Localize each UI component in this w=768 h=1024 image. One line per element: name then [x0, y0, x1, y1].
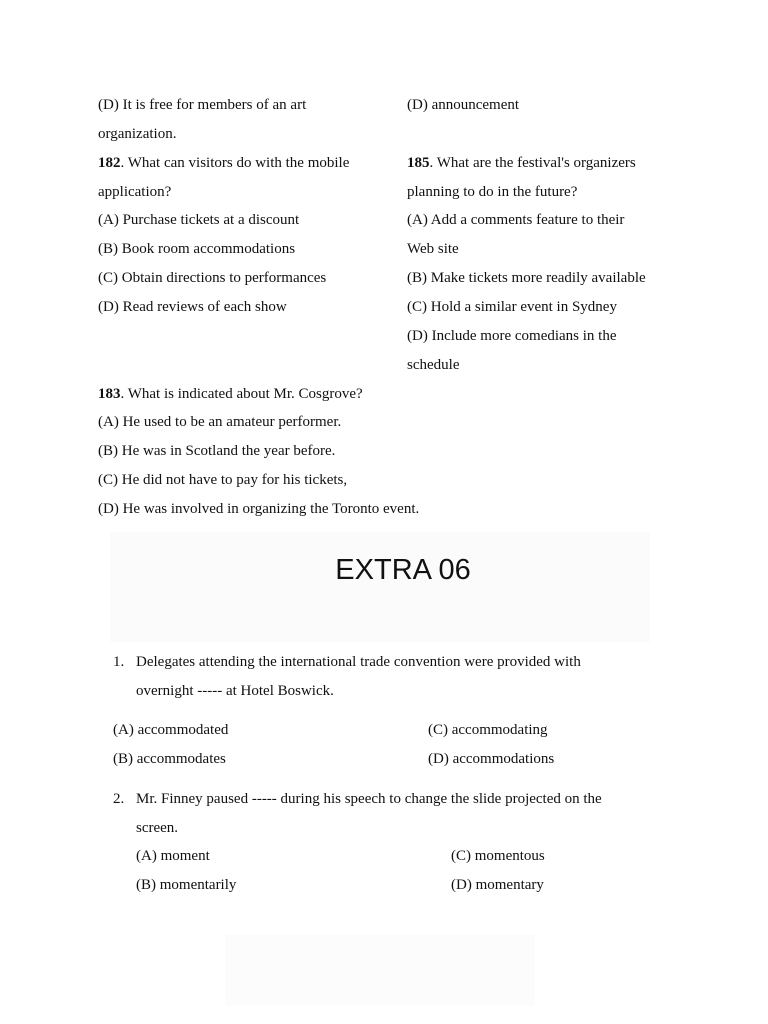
question-185 — [407, 153, 636, 173]
option-d-prev-line1: (D) It is free for members of an art — [98, 97, 307, 113]
question-182-line2: application? — [98, 184, 172, 200]
extra-q1-option-a: (A) accommodated — [113, 722, 229, 738]
q183-option-d: (D) He was involved in organizing the Toronto event. — [98, 501, 420, 517]
extra-q1-number: 1. — [113, 654, 125, 670]
question-number: 185 — [407, 155, 430, 171]
extra-q2-line2: screen. — [136, 820, 179, 836]
q182-option-b: (B) Book room accommodations — [98, 241, 296, 257]
q182-option-d: (D) Read reviews of each show — [98, 299, 287, 315]
q183-option-c: (C) He did not have to pay for his tickets, — [98, 472, 348, 488]
extra-q2-option-c: (C) momentous — [451, 848, 545, 864]
q182-option-a: (A) Purchase tickets at a discount — [98, 212, 300, 228]
extra-q2-option-b: (B) momentarily — [136, 877, 237, 893]
question-number: 182 — [98, 155, 121, 171]
extra-q1-option-d: (D) accommodations — [428, 751, 555, 767]
q185-option-a-line1: (A) Add a comments feature to their — [407, 212, 625, 228]
question-text: . What can visitors do with the mobile — [120, 155, 350, 171]
extra-q2-option-a: (A) moment — [136, 848, 210, 864]
extra-q1-line2: overnight ----- at Hotel Boswick. — [136, 683, 334, 699]
q185-option-d-line1: (D) Include more comedians in the — [407, 328, 617, 344]
q185-option-b: (B) Make tickets more readily available — [407, 270, 646, 286]
q185-option-c: (C) Hold a similar event in Sydney — [407, 299, 617, 315]
extra-q2-option-d: (D) momentary — [451, 877, 544, 893]
q182-option-c: (C) Obtain directions to performances — [98, 270, 327, 286]
question-text: . What are the festival's organizers — [429, 155, 636, 171]
option-d-prev-line2: organization. — [98, 126, 177, 142]
option-d-announcement: (D) announcement — [407, 97, 520, 113]
question-number: 183 — [98, 386, 121, 402]
extra-q2-line1: Mr. Finney paused ----- during his speech to change the slide projected on the — [136, 791, 602, 807]
extra-q1-option-b: (B) accommodates — [113, 751, 226, 767]
faded-footer — [225, 935, 535, 1005]
extra-q1-option-c: (C) accommodating — [428, 722, 548, 738]
q185-option-a-line2: Web site — [407, 241, 459, 257]
question-182 — [98, 153, 349, 173]
q183-option-a: (A) He used to be an amateur performer. — [98, 414, 342, 430]
extra-q1-line1: Delegates attending the international trade convention were provided with — [136, 654, 581, 670]
extra-q2-number: 2. — [113, 791, 125, 807]
q183-option-b: (B) He was in Scotland the year before. — [98, 443, 336, 459]
question-text: . What is indicated about Mr. Cosgrove? — [120, 386, 363, 402]
question-185-line2: planning to do in the future? — [407, 184, 578, 200]
q185-option-d-line2: schedule — [407, 357, 460, 373]
section-title: EXTRA 06 — [335, 554, 471, 586]
question-183 — [98, 384, 363, 404]
